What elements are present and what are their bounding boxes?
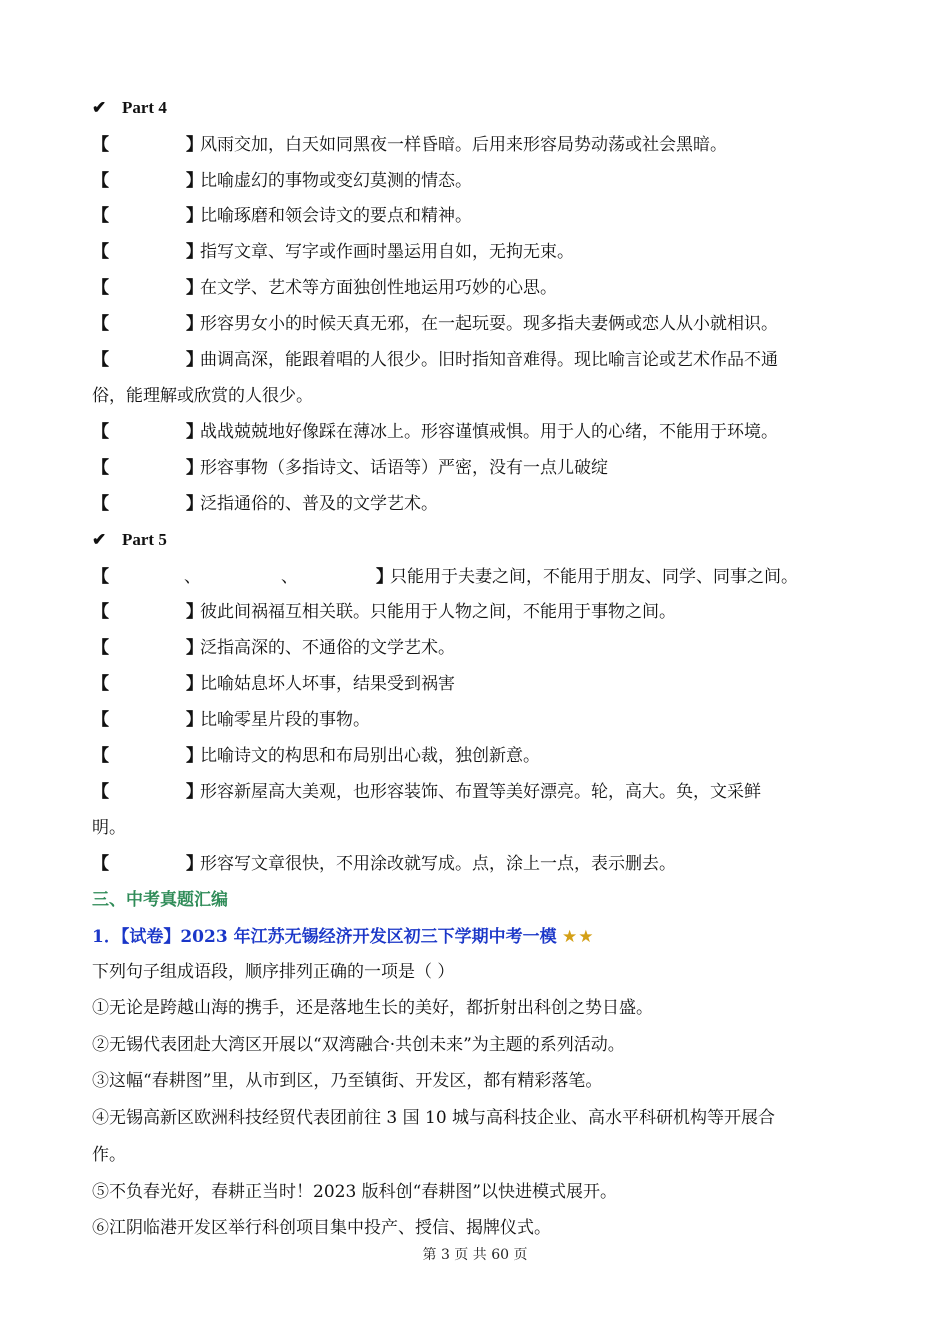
definition-text: 比喻诗文的构思和布局别出心裁，独创新意。 xyxy=(200,746,540,766)
definition-text: 比喻虚幻的事物或变幻莫测的情态。 xyxy=(200,171,472,191)
bracket-left: 【 xyxy=(92,422,109,442)
part5-item-multi xyxy=(92,566,860,588)
part5-item xyxy=(92,745,860,767)
bracket-right: 】 xyxy=(186,278,203,298)
question-title-row xyxy=(92,926,860,948)
definition-text: 形容写文章很快，不用涂改就写成。点，涂上一点，表示删去。 xyxy=(200,854,676,874)
bracket-left: 【 xyxy=(92,710,109,730)
definition-text: 彼此间祸福互相关联。只能用于人物之间，不能用于事物之间。 xyxy=(200,602,676,622)
bracket-right: 】 xyxy=(186,746,203,766)
bracket-left: 【 xyxy=(92,494,109,514)
bracket-right: 】 xyxy=(186,242,203,262)
definition-text: 风雨交加，白天如同黑夜一样昏暗。后用来形容局势动荡或社会黑暗。 xyxy=(200,135,727,155)
definition-text: 泛指通俗的、普及的文学艺术。 xyxy=(200,494,438,514)
star-rating-icon: ★★ xyxy=(561,927,595,947)
sentence-option: ②无锡代表团赴大湾区开展以“双湾融合·共创未来”为主题的系列活动。 xyxy=(92,1035,625,1055)
part4-item xyxy=(92,134,860,156)
bracket-left: 【 xyxy=(92,746,109,766)
bracket-right: 】 xyxy=(186,602,203,622)
bracket-right: 】 xyxy=(186,171,203,191)
part4-item xyxy=(92,170,860,192)
bracket-right: 】 xyxy=(186,710,203,730)
bracket-right: 】 xyxy=(186,494,203,514)
part4-item xyxy=(92,349,860,371)
part4-item xyxy=(92,205,860,227)
bracket-left: 【 xyxy=(92,206,109,226)
definition-text: 比喻琢磨和领会诗文的要点和精神。 xyxy=(200,206,472,226)
bracket-left: 【 xyxy=(92,854,109,874)
sentence-option: ④无锡高新区欧洲科技经贸代表团前往 3 国 10 城与高科技企业、高水平科研机构等开展合 xyxy=(92,1108,776,1128)
part4-item xyxy=(92,493,860,515)
bracket-left: 【 xyxy=(92,782,109,802)
bracket-left: 【 xyxy=(92,242,109,262)
bracket-left: 【 xyxy=(92,278,109,298)
definition-text: 比喻姑息坏人坏事，结果受到祸害 xyxy=(200,674,455,694)
part5-heading: Part 5 xyxy=(122,530,167,549)
bracket-right: 】 xyxy=(186,350,203,370)
definition-text: 泛指高深的、不通俗的文学艺术。 xyxy=(200,638,455,658)
part5-item xyxy=(92,673,860,695)
bracket-right: 】 xyxy=(186,422,203,442)
separator: 、 xyxy=(281,567,298,587)
definition-text: 曲调高深，能跟着唱的人很少。旧时指知音难得。现比喻言论或艺术作品不通 xyxy=(200,350,778,370)
definition-text: 形容事物（多指诗文、话语等）严密，没有一点儿破绽 xyxy=(200,458,608,478)
bracket-right: 】 xyxy=(376,567,393,587)
part4-heading: Part 4 xyxy=(122,98,167,117)
bracket-right: 】 xyxy=(186,314,203,334)
question-prompt: 下列句子组成语段，顺序排列正确的一项是（ ） xyxy=(92,962,455,982)
bracket-left: 【 xyxy=(92,567,109,587)
sentence-option-continued: 作。 xyxy=(92,1145,126,1165)
part4-heading-row xyxy=(92,97,860,119)
bracket-left: 【 xyxy=(92,674,109,694)
part4-item xyxy=(92,313,860,335)
part5-heading-row xyxy=(92,529,860,551)
definition-text: 战战兢兢地好像踩在薄冰上。形容谨慎戒惧。用于人的心绪，不能用于环境。 xyxy=(200,422,778,442)
definition-text: 比喻零星片段的事物。 xyxy=(200,710,370,730)
bracket-left: 【 xyxy=(92,135,109,155)
definition-text: 形容新屋高大美观，也形容装饰、布置等美好漂亮。轮，高大。奂，文采鲜 xyxy=(200,782,761,802)
bracket-left: 【 xyxy=(92,458,109,478)
part4-item xyxy=(92,277,860,299)
bracket-left: 【 xyxy=(92,602,109,622)
part4-item xyxy=(92,421,860,443)
bracket-right: 】 xyxy=(186,782,203,802)
question-title: 【试卷】2023 年江苏无锡经济开发区初三下学期中考一模 xyxy=(120,927,557,947)
part4-item xyxy=(92,241,860,263)
bracket-right: 】 xyxy=(186,854,203,874)
part4-item xyxy=(92,457,860,479)
bracket-right: 】 xyxy=(186,674,203,694)
part5-item-continued xyxy=(92,817,860,839)
definition-text: 明。 xyxy=(92,818,126,838)
part5-item xyxy=(92,853,860,875)
separator: 、 xyxy=(184,567,201,587)
bracket-right: 】 xyxy=(186,206,203,226)
page-footer: 第 3 页 共 60 页 xyxy=(422,1247,528,1263)
sentence-option: ⑤不负春光好，春耕正当时！2023 版科创“春耕图”以快进模式展开。 xyxy=(92,1182,618,1202)
part5-item xyxy=(92,781,860,803)
bracket-right: 】 xyxy=(186,638,203,658)
definition-text: 在文学、艺术等方面独创性地运用巧妙的心思。 xyxy=(200,278,557,298)
part5-item xyxy=(92,709,860,731)
section-title: 三、中考真题汇编 xyxy=(92,890,228,910)
part5-item xyxy=(92,637,860,659)
sentence-option: ③这幅“春耕图”里，从市到区，乃至镇街、开发区，都有精彩落笔。 xyxy=(92,1071,603,1091)
definition-text: 形容男女小的时候天真无邪，在一起玩耍。现多指夫妻俩或恋人从小就相识。 xyxy=(200,314,778,334)
bracket-left: 【 xyxy=(92,171,109,191)
definition-text: 指写文章、写字或作画时墨运用自如，无拘无束。 xyxy=(200,242,574,262)
part4-item-continued xyxy=(92,385,860,407)
definition-text: 只能用于夫妻之间，不能用于朋友、同学、同事之间。 xyxy=(390,567,798,587)
part5-item xyxy=(92,601,860,623)
question-number: 1． xyxy=(92,927,121,947)
bracket-left: 【 xyxy=(92,350,109,370)
bracket-right: 】 xyxy=(186,135,203,155)
sentence-option: ⑥江阴临港开发区举行科创项目集中投产、授信、揭牌仪式。 xyxy=(92,1218,551,1238)
check-icon: ✔ xyxy=(92,530,107,550)
bracket-right: 】 xyxy=(186,458,203,478)
definition-text: 俗，能理解或欣赏的人很少。 xyxy=(92,386,313,406)
sentence-option: ①无论是跨越山海的携手，还是落地生长的美好，都折射出科创之势日盛。 xyxy=(92,998,653,1018)
bracket-left: 【 xyxy=(92,314,109,334)
bracket-left: 【 xyxy=(92,638,109,658)
check-icon: ✔ xyxy=(92,98,107,118)
